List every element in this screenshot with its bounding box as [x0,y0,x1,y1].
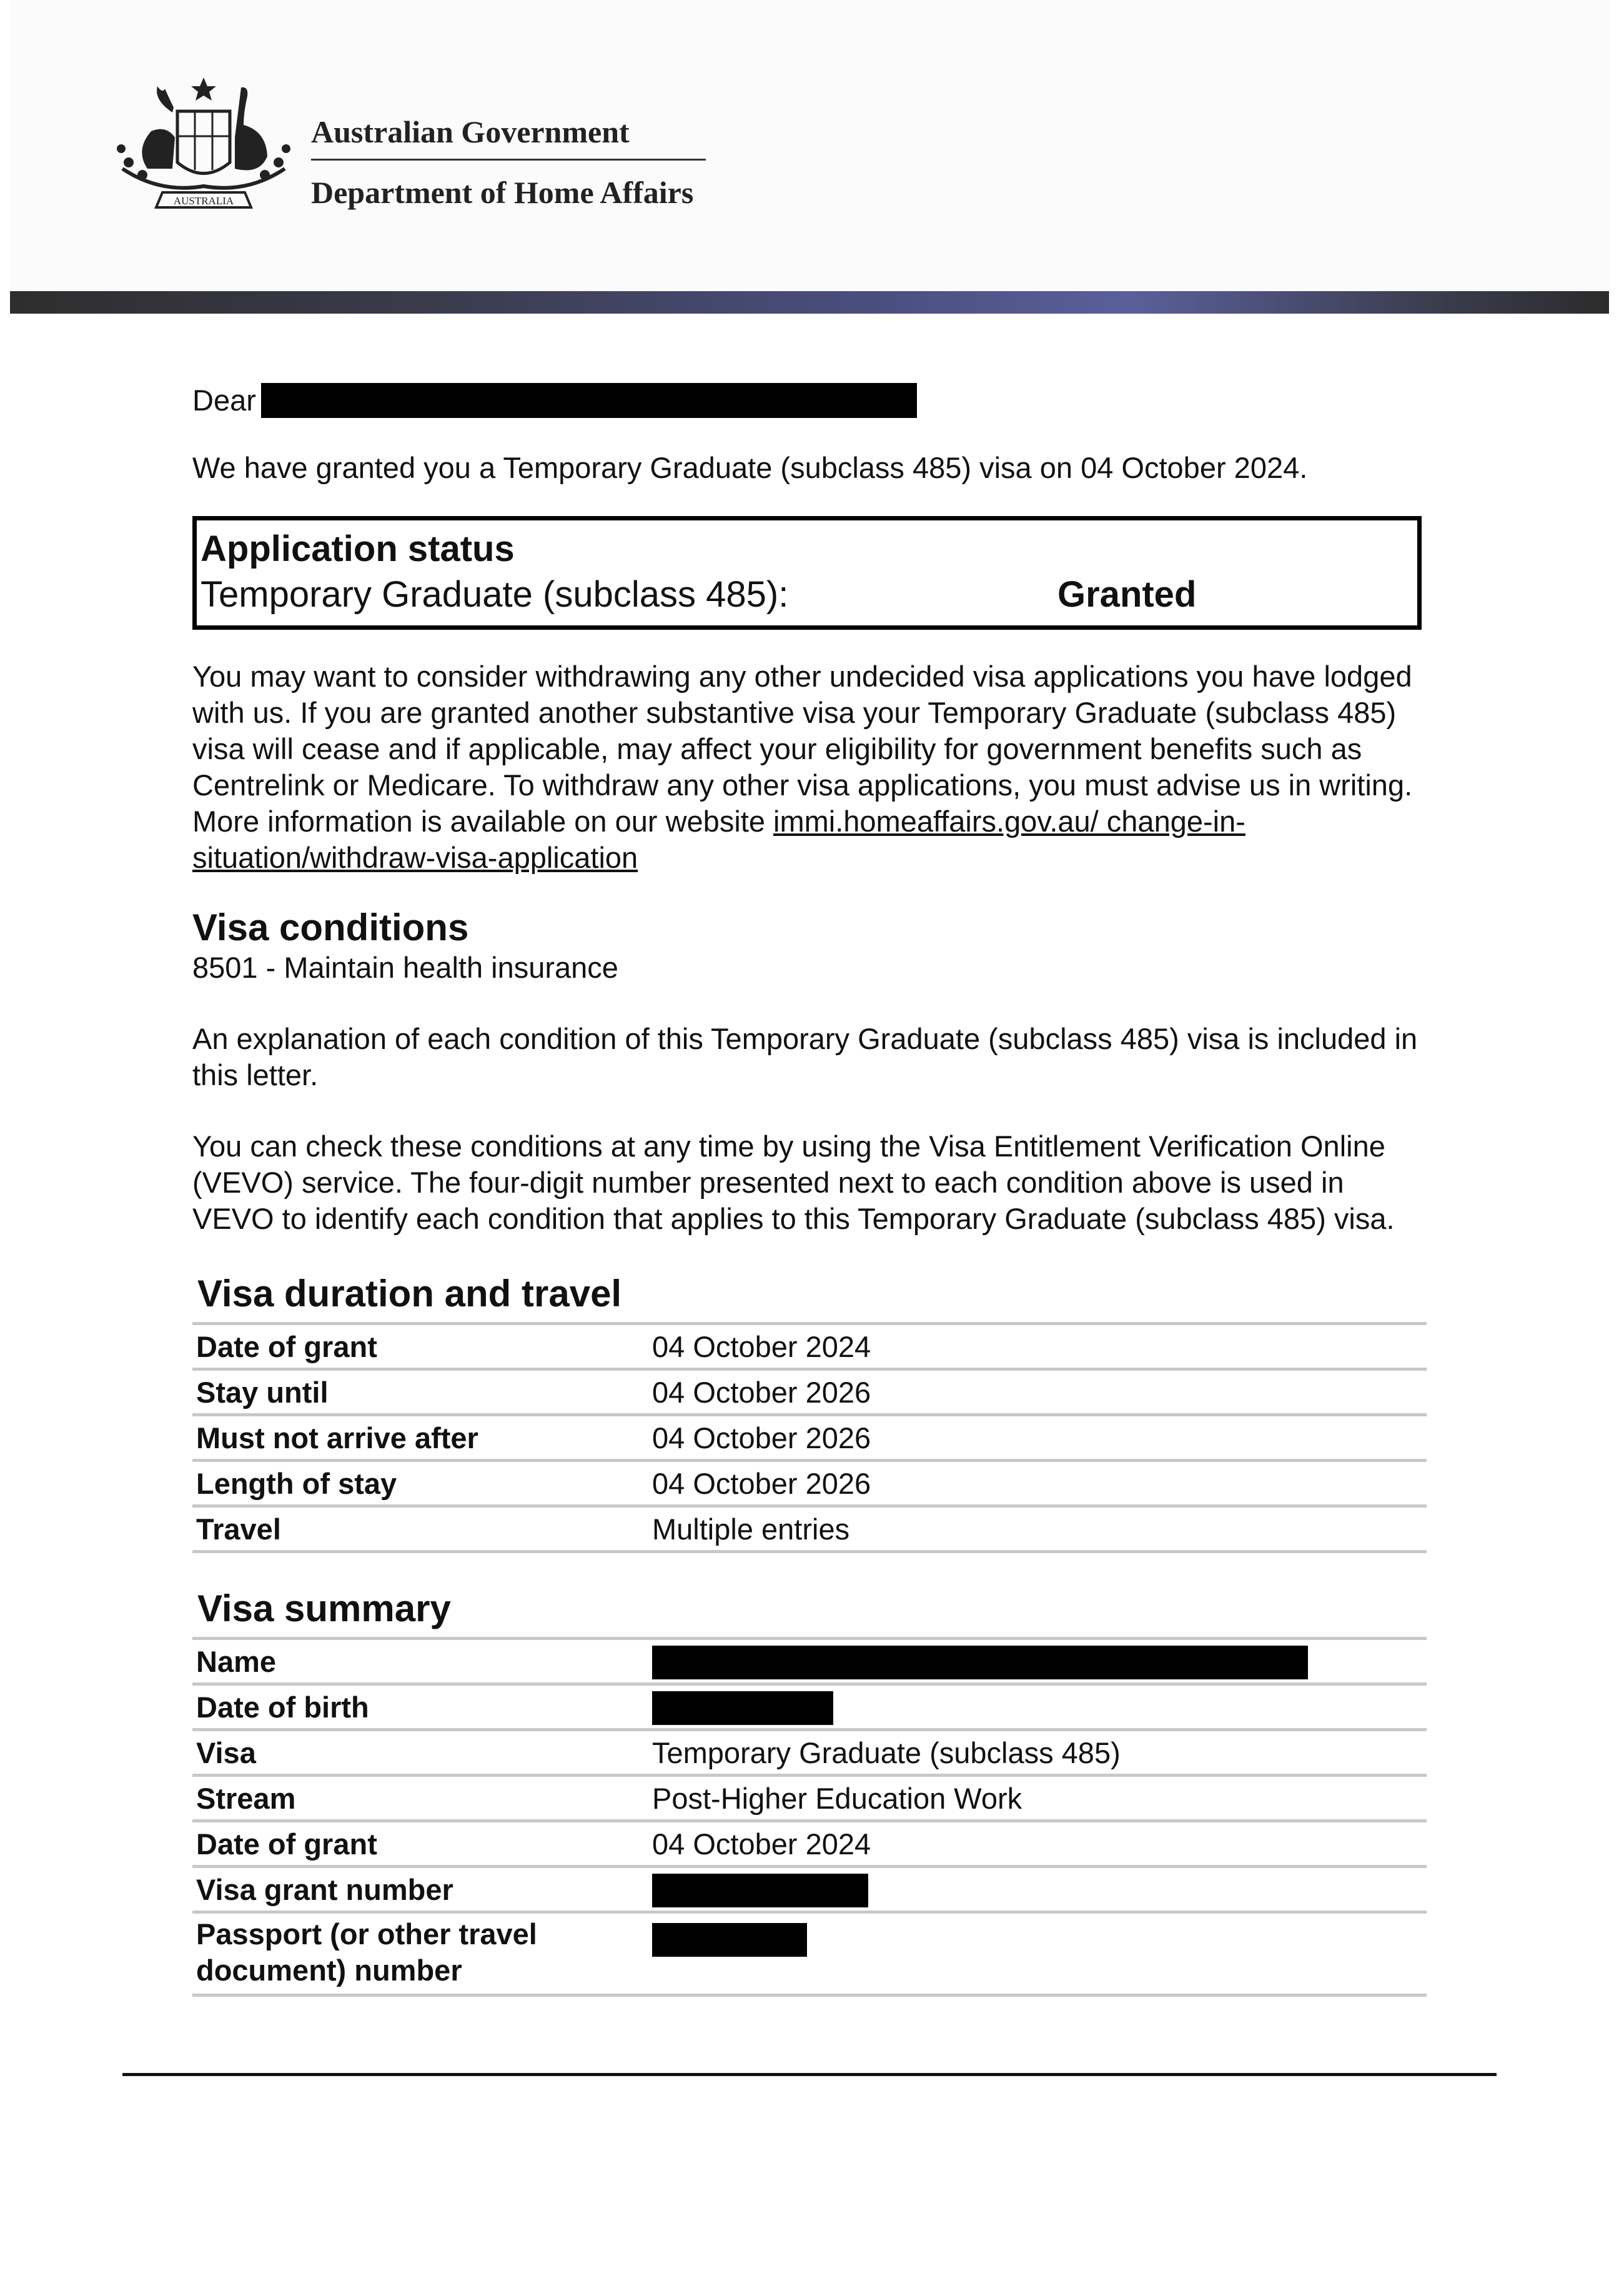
table-row [192,1324,1427,1369]
letterhead [10,0,1609,294]
withdraw-paragraph [192,658,1429,876]
application-status-box [192,516,1422,630]
table-row [192,1415,1427,1461]
duration-heading: Visa duration and travel [197,1273,622,1314]
row-label: Date of birth [192,1684,648,1730]
row-label: Visa [192,1730,648,1776]
withdraw-text: You may want to consider withdrawing any other undecided visa applications you have lodged with us. If you are granted another substantive visa your Temporary Graduate (subclass 485) visa will cease and if applicable, may affect your eligibility for government benefits such as Centrelink or Medicare. To withdraw any other visa applications, you must advise us in writing. More information is available on our website [192,660,1413,838]
letter-body [192,381,1429,1997]
status-label: Temporary Graduate (subclass 485): [201,574,789,615]
condition-item: 8501 - Maintain health insurance [192,951,618,984]
government-name: Australian Government [311,114,706,161]
department-title: Department of Home Affairs [311,175,694,210]
row-value: 04 October 2026 [648,1415,1427,1461]
redaction-box [652,1923,807,1957]
table-row [192,1639,1427,1684]
redacted-recipient-name [261,383,917,418]
table-row [192,1821,1427,1867]
summary-table [192,1637,1427,1997]
withdraw-info-link[interactable]: immi.homeaffairs.gov.au/ change-in-situation/withdraw-visa-application [192,805,1245,874]
department-name [311,114,706,211]
redaction-box [652,1646,1308,1679]
table-row [192,1776,1427,1821]
table-row [192,1506,1427,1552]
row-label: Visa grant number [192,1867,648,1912]
salutation-text: Dear [192,384,256,417]
header-banner-bar [10,291,1609,314]
row-label: Length of stay [192,1461,648,1506]
row-label: Travel [192,1506,648,1552]
row-value: 04 October 2024 [648,1324,1427,1369]
table-row [192,1369,1427,1415]
row-label: Name [192,1639,648,1684]
row-label: Stream [192,1776,648,1821]
redacted-value [648,1639,1427,1684]
salutation [192,381,1429,420]
crest-scroll-text: AUSTRALIA [173,195,234,207]
row-value: 04 October 2026 [648,1369,1427,1415]
conditions-heading: Visa conditions [192,907,469,948]
row-value: Temporary Graduate (subclass 485) [648,1730,1427,1776]
footer-rule [122,2073,1497,2076]
grant-sentence: We have granted you a Temporary Graduate (subclass 485) visa on 04 October 2024. [192,451,1308,484]
row-label: Date of grant [192,1324,648,1369]
table-row [192,1730,1427,1776]
row-value: Post-Higher Education Work [648,1776,1427,1821]
vevo-paragraph: You can check these conditions at any time by using the Visa Entitlement Verification Online (VEVO) service. The four-digit number presented next to each condition above is used in VEVO to identify each condition that applies to this Temporary Graduate (subclass 485) visa. [192,1130,1395,1235]
table-row [192,1684,1427,1730]
summary-heading: Visa summary [197,1588,451,1629]
table-row [192,1912,1427,1995]
row-label: Must not arrive after [192,1415,648,1461]
status-row [201,572,1414,618]
table-row [192,1867,1427,1912]
conditions-explanation: An explanation of each condition of this Temporary Graduate (subclass 485) visa is included in this letter. [192,1022,1418,1091]
status-value: Granted [1057,574,1197,615]
duration-table [192,1322,1427,1553]
row-value: Multiple entries [648,1506,1427,1552]
row-value: 04 October 2024 [648,1821,1427,1867]
coat-of-arms-icon [110,75,297,225]
row-label: Stay until [192,1369,648,1415]
table-row [192,1461,1427,1506]
redaction-box [652,1691,833,1725]
row-value: 04 October 2026 [648,1461,1427,1506]
redacted-value [648,1684,1427,1730]
redacted-value [648,1867,1427,1912]
redaction-box [652,1874,868,1907]
row-label: Date of grant [192,1821,648,1867]
status-title: Application status [201,529,515,569]
row-label: Passport (or other travel document) number [192,1912,648,1995]
redacted-value [648,1912,1427,1995]
